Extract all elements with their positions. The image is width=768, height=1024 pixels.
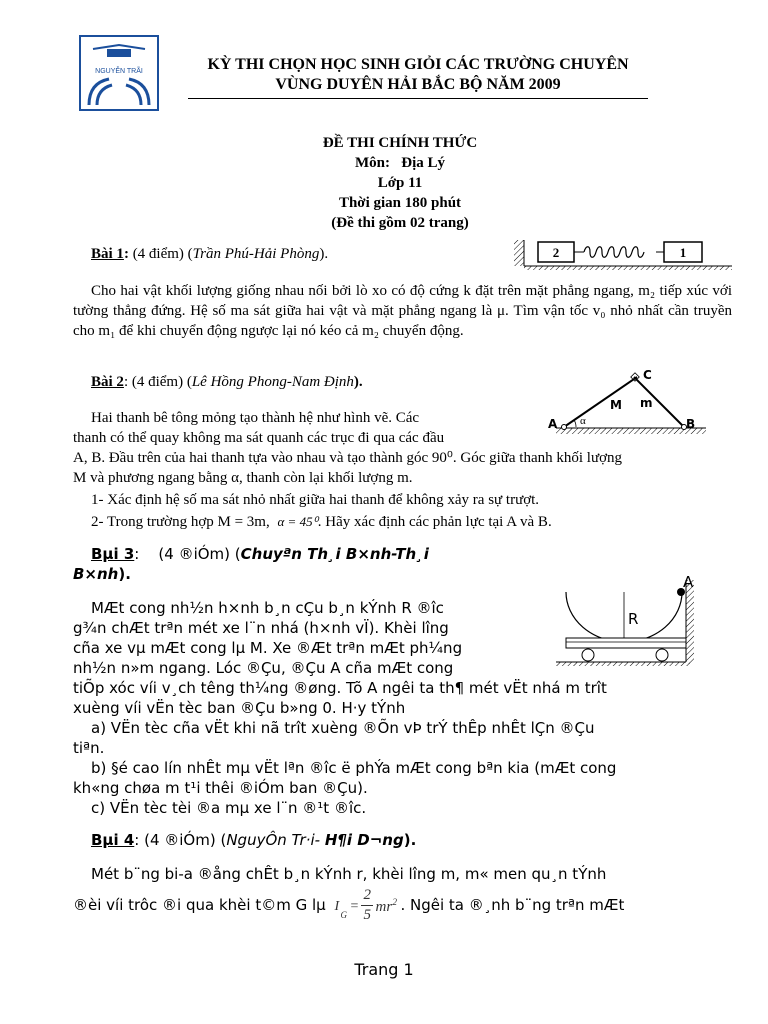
bai3-label: Bµi 3: [91, 545, 135, 563]
bai4-line-2: [73, 887, 625, 923]
bai3-line-2: g¾n chÆt trªn mét xe l¨n nhá (h×nh vÏ). Khèi lîng: [73, 619, 449, 637]
bai4-line-2-start: ®èi víi trôc ®i qua khèi t©m G lµ: [73, 896, 326, 914]
bai3-question-c: c) VËn tèc tèi ®a mµ xe l¨n ®¹t ®îc.: [91, 799, 367, 817]
bai2-q2-start: 2- Trong trường hợp M = 3m,: [91, 514, 270, 530]
header-line-1: KỲ THI CHỌN HỌC SINH GIỎI CÁC TRƯỜNG CHUYÊN: [207, 56, 629, 73]
bai2-line-3: A, B. Đầu trên của hai thanh tựa vào nhau và tạo thành góc 90⁰. Góc giữa thanh khối lượng: [73, 450, 623, 466]
point-C: C: [643, 368, 652, 382]
box-1-label: 1: [679, 245, 687, 260]
official-exam-label: ĐỀ THI CHÍNH THỨC: [322, 135, 478, 151]
label-M: M: [610, 398, 622, 412]
bai3-line-5: tiÕp xóc víi v¸ch têng th¼ng ®øng. Tõ A ngêi ta th¶ mét vËt nhá m trît: [73, 679, 607, 697]
subject-label: Môn: Địa Lý: [355, 155, 445, 171]
formula-equals: =: [350, 899, 359, 914]
bai2-line-1: Hai thanh bê tông mỏng tạo thành hệ như hình vẽ. Các: [91, 410, 420, 426]
bai1-close: ).: [319, 246, 329, 262]
point-B: B: [686, 417, 696, 431]
exam-title-block: [200, 133, 600, 233]
bai4-heading: [91, 831, 416, 849]
bai1-figure: [514, 238, 732, 270]
bai2-points: : (4 điểm) (: [123, 374, 192, 390]
formula-denominator: 5: [363, 907, 371, 923]
bai3-line-1: MÆt cong nh½n h×nh b¸n cÇu b¸n kÝnh R ®îc: [91, 599, 444, 617]
radius-R: R: [628, 610, 639, 628]
bai2-q2-equation: α = 45⁰: [277, 514, 318, 529]
bai2-question-1: 1- Xác định hệ số ma sát nhỏ nhất giữa hai thanh để không xảy ra sự trượt.: [91, 492, 540, 508]
bai2-question-2: [73, 512, 735, 532]
bai3-question-a-1: a) VËn tèc cña vËt khi nã trît xuèng ®Õn vÞ trÝ thÊp nhÊt lÇn ®Çu: [91, 719, 595, 737]
bai3-source-2: B×nh: [73, 565, 119, 583]
header-rule: [188, 98, 648, 99]
bai3-line-4: nh½n n»m ngang. Lóc ®Çu, ®Çu A cña mÆt cong: [73, 659, 454, 677]
bai2-close: ).: [353, 374, 363, 390]
bai1-source: Trần Phú-Hải Phòng: [192, 246, 320, 262]
bai2-q2-end: . Hãy xác định các phản lực tại A và B.: [317, 514, 552, 530]
bai4-line-2-end: . Ngêi ta ®¸nh b¨ng trªn mÆt: [400, 896, 625, 914]
bai3-source-1: Chuyªn Th¸i B×nh-Th¸i: [240, 545, 429, 563]
box-2-label: 2: [552, 245, 560, 260]
formula-square: 2: [392, 897, 397, 907]
spring: [584, 247, 644, 258]
school-logo: [79, 35, 159, 111]
formula-numerator: 2: [363, 887, 371, 903]
bai1-points: (4 điểm) (: [128, 246, 193, 262]
bai4-label: Bµi 4: [91, 831, 135, 849]
bai3-text: [73, 598, 733, 818]
bai4-line-1: Mét b¨ng bi-a ®ång chÊt b¸n kÝnh r, khèi lîng m, m« men qu¸n tÝnh: [91, 865, 607, 883]
bai3-line-3: cña xe vµ mÆt cong lµ M. Xe ®Æt trªn mÆt ph¼ng: [73, 639, 463, 657]
label-alpha: α: [580, 415, 586, 427]
point-A: A: [548, 417, 558, 431]
bai1-text: [73, 281, 732, 341]
bai1-colon: :: [123, 246, 129, 262]
bai2-label: Bài 2: [91, 374, 124, 390]
bai4-source-1: NguyÔn Tr·i-: [226, 831, 325, 849]
bai2-heading: [91, 374, 363, 391]
formula-mr: mr: [375, 899, 393, 915]
formula-G: G: [340, 910, 347, 920]
header-line-2: VÙNG DUYÊN HẢI BẮC BỘ NĂM 2009: [275, 76, 561, 93]
bai3-heading: [73, 544, 543, 584]
bai3-question-b-2: kh«ng chøa m t¹i thêi ®iÓm ban ®Çu).: [73, 779, 368, 797]
bai2-text: [73, 408, 735, 532]
bai4-close: ).: [403, 831, 417, 849]
bai1-body: Cho hai vật khối lượng giống nhau nối bởi lò xo có độ cứng k đặt trên mặt phẳng ngang, m₂ tiếp xúc với tường thẳng đứng. Hệ số ma sát giữa hai vật và mặt phẳng ngang là μ. Tìm vận tốc v₀ nhỏ nhất cần truyền cho m₁ để khi chuyển động ngược lại nó kéo cả m₂ chuyển động.: [73, 283, 732, 339]
page-footer: Trang 1: [354, 960, 414, 979]
grade-label: Lớp 11: [377, 175, 423, 191]
bai4-points: : (4 ®iÓm) (: [134, 831, 227, 849]
bai3-points: : (4 ®iÓm) (: [134, 545, 241, 563]
logo-graphic: [79, 35, 159, 111]
bai1-heading: [91, 246, 328, 263]
bai3-line-6: xuèng víi vËn tèc ban ®Çu b»ng 0. H·y tÝnh: [73, 699, 406, 717]
time-label: Thời gian 180 phút: [338, 195, 462, 211]
bai3-close: ).: [118, 565, 131, 583]
bai2-line-2: thanh có thể quay không ma sát quanh các trục đi qua các đầu: [73, 430, 445, 446]
inertia-formula: [330, 887, 400, 923]
bai4-source-2: H¶i D¬ng: [324, 831, 404, 849]
pages-label: (Đề thi gồm 02 trang): [331, 215, 469, 231]
bai3-question-a-2: tiªn.: [73, 739, 105, 757]
bai1-label: Bài 1: [91, 246, 124, 262]
label-m: m: [640, 396, 653, 410]
logo-text: NGUYỄN TRÃI: [95, 68, 143, 75]
formula-I: I: [334, 899, 340, 914]
bai2-line-4: M và phương ngang bằng α, thanh còn lại khối lượng m.: [73, 470, 413, 486]
bai2-source: Lê Hồng Phong-Nam Định: [191, 374, 354, 390]
spring-system-diagram: [514, 238, 732, 270]
exam-header: [168, 55, 668, 95]
bai3-question-b-1: b) §é cao lín nhÊt mµ vËt lªn ®îc ë phÝa mÆt cong bªn kia (mÆt cong: [91, 759, 617, 777]
point-A: A: [683, 574, 694, 591]
